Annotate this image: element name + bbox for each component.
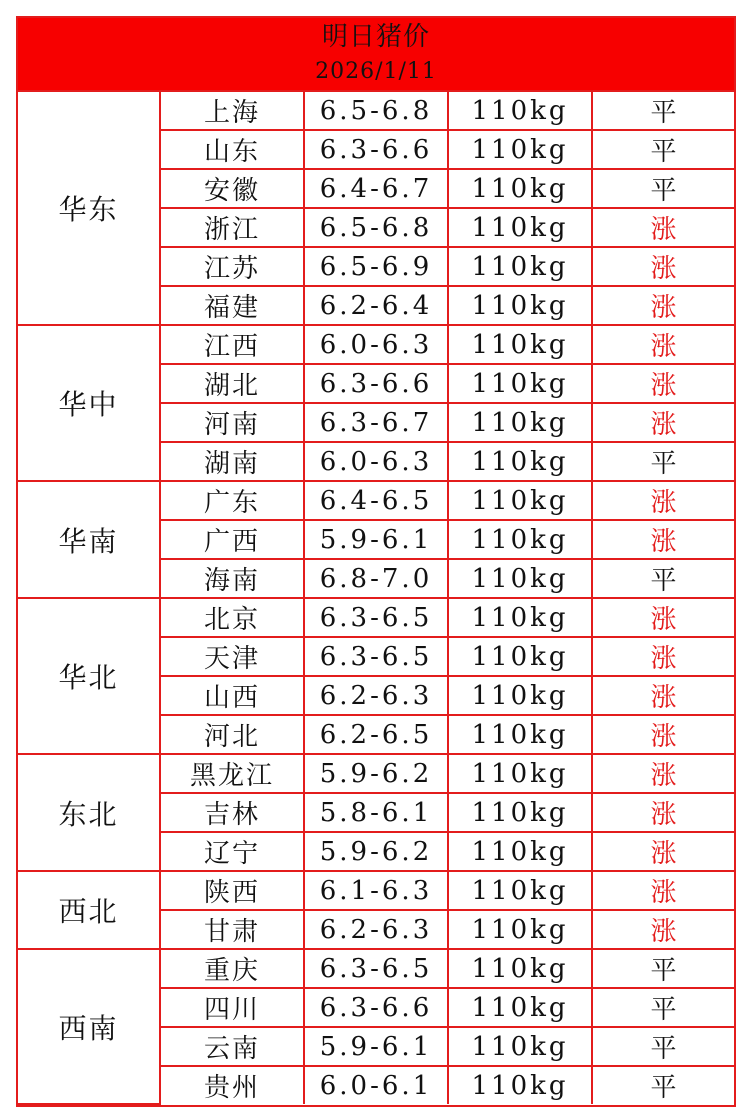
table-row xyxy=(18,754,734,793)
province-cell: 北京 xyxy=(160,598,304,637)
province-cell: 福建 xyxy=(160,286,304,325)
table-row xyxy=(18,325,734,364)
price-cell: 6.2-6.4 xyxy=(304,286,448,325)
region-cell: 华南 xyxy=(18,481,160,598)
province-cell: 河南 xyxy=(160,403,304,442)
trend-cell: 平 xyxy=(592,169,734,208)
trend-cell: 平 xyxy=(592,442,734,481)
province-cell: 海南 xyxy=(160,559,304,598)
province-cell: 陕西 xyxy=(160,871,304,910)
weight-cell: 110kg xyxy=(448,130,592,169)
trend-cell: 涨 xyxy=(592,715,734,754)
price-cell: 6.0-6.3 xyxy=(304,442,448,481)
province-cell: 天津 xyxy=(160,637,304,676)
price-cell: 6.1-6.3 xyxy=(304,871,448,910)
price-sheet xyxy=(16,16,736,1107)
price-table xyxy=(18,92,734,1105)
trend-cell: 涨 xyxy=(592,520,734,559)
weight-cell: 110kg xyxy=(448,559,592,598)
weight-cell: 110kg xyxy=(448,92,592,130)
province-cell: 黑龙江 xyxy=(160,754,304,793)
price-cell: 6.2-6.3 xyxy=(304,676,448,715)
province-cell: 广东 xyxy=(160,481,304,520)
trend-cell: 涨 xyxy=(592,286,734,325)
trend-cell: 涨 xyxy=(592,208,734,247)
trend-cell: 平 xyxy=(592,92,734,130)
trend-cell: 平 xyxy=(592,949,734,988)
trend-cell: 平 xyxy=(592,1027,734,1066)
price-cell: 6.4-6.7 xyxy=(304,169,448,208)
price-cell: 6.5-6.8 xyxy=(304,208,448,247)
weight-cell: 110kg xyxy=(448,442,592,481)
region-cell: 华东 xyxy=(18,92,160,325)
weight-cell: 110kg xyxy=(448,676,592,715)
trend-cell: 平 xyxy=(592,559,734,598)
price-cell: 5.9-6.1 xyxy=(304,1027,448,1066)
province-cell: 上海 xyxy=(160,92,304,130)
table-row xyxy=(18,598,734,637)
region-cell: 东北 xyxy=(18,754,160,871)
price-cell: 6.3-6.6 xyxy=(304,130,448,169)
price-cell: 6.3-6.5 xyxy=(304,598,448,637)
weight-cell: 110kg xyxy=(448,715,592,754)
weight-cell: 110kg xyxy=(448,988,592,1027)
weight-cell: 110kg xyxy=(448,793,592,832)
province-cell: 甘肃 xyxy=(160,910,304,949)
province-cell: 吉林 xyxy=(160,793,304,832)
price-cell: 6.4-6.5 xyxy=(304,481,448,520)
price-cell: 6.0-6.3 xyxy=(304,325,448,364)
weight-cell: 110kg xyxy=(448,1027,592,1066)
province-cell: 江苏 xyxy=(160,247,304,286)
province-cell: 山西 xyxy=(160,676,304,715)
trend-cell: 涨 xyxy=(592,403,734,442)
trend-cell: 涨 xyxy=(592,832,734,871)
province-cell: 广西 xyxy=(160,520,304,559)
weight-cell: 110kg xyxy=(448,208,592,247)
weight-cell: 110kg xyxy=(448,286,592,325)
province-cell: 贵州 xyxy=(160,1066,304,1104)
trend-cell: 涨 xyxy=(592,598,734,637)
price-cell: 6.0-6.1 xyxy=(304,1066,448,1104)
region-cell: 西南 xyxy=(18,949,160,1104)
region-cell: 华中 xyxy=(18,325,160,481)
price-cell: 6.3-6.7 xyxy=(304,403,448,442)
table-row xyxy=(18,481,734,520)
weight-cell: 110kg xyxy=(448,247,592,286)
region-cell: 华北 xyxy=(18,598,160,754)
trend-cell: 涨 xyxy=(592,247,734,286)
price-cell: 5.8-6.1 xyxy=(304,793,448,832)
province-cell: 辽宁 xyxy=(160,832,304,871)
table-row xyxy=(18,949,734,988)
weight-cell: 110kg xyxy=(448,169,592,208)
date-label: 2026/1/11 xyxy=(315,59,437,84)
trend-cell: 涨 xyxy=(592,793,734,832)
weight-cell: 110kg xyxy=(448,832,592,871)
price-cell: 6.5-6.9 xyxy=(304,247,448,286)
trend-cell: 涨 xyxy=(592,871,734,910)
weight-cell: 110kg xyxy=(448,754,592,793)
province-cell: 湖南 xyxy=(160,442,304,481)
price-cell: 5.9-6.2 xyxy=(304,832,448,871)
table-body xyxy=(18,92,734,1104)
weight-cell: 110kg xyxy=(448,481,592,520)
province-cell: 四川 xyxy=(160,988,304,1027)
province-cell: 江西 xyxy=(160,325,304,364)
weight-cell: 110kg xyxy=(448,910,592,949)
trend-cell: 涨 xyxy=(592,481,734,520)
weight-cell: 110kg xyxy=(448,637,592,676)
region-cell: 西北 xyxy=(18,871,160,949)
weight-cell: 110kg xyxy=(448,325,592,364)
trend-cell: 涨 xyxy=(592,325,734,364)
price-cell: 5.9-6.1 xyxy=(304,520,448,559)
province-cell: 云南 xyxy=(160,1027,304,1066)
trend-cell: 平 xyxy=(592,1066,734,1104)
trend-cell: 涨 xyxy=(592,754,734,793)
table-row xyxy=(18,92,734,130)
weight-cell: 110kg xyxy=(448,598,592,637)
price-cell: 5.9-6.2 xyxy=(304,754,448,793)
weight-cell: 110kg xyxy=(448,364,592,403)
trend-cell: 涨 xyxy=(592,676,734,715)
trend-cell: 平 xyxy=(592,130,734,169)
trend-cell: 涨 xyxy=(592,910,734,949)
province-cell: 河北 xyxy=(160,715,304,754)
province-cell: 浙江 xyxy=(160,208,304,247)
price-cell: 6.2-6.5 xyxy=(304,715,448,754)
header-banner xyxy=(18,18,734,92)
weight-cell: 110kg xyxy=(448,403,592,442)
price-cell: 6.3-6.6 xyxy=(304,988,448,1027)
weight-cell: 110kg xyxy=(448,520,592,559)
page-title: 明日猪价 xyxy=(321,22,430,52)
province-cell: 重庆 xyxy=(160,949,304,988)
trend-cell: 涨 xyxy=(592,364,734,403)
trend-cell: 平 xyxy=(592,988,734,1027)
price-cell: 6.8-7.0 xyxy=(304,559,448,598)
price-cell: 6.3-6.5 xyxy=(304,949,448,988)
table-row xyxy=(18,871,734,910)
trend-cell: 涨 xyxy=(592,637,734,676)
province-cell: 山东 xyxy=(160,130,304,169)
price-cell: 6.5-6.8 xyxy=(304,92,448,130)
weight-cell: 110kg xyxy=(448,1066,592,1104)
price-cell: 6.3-6.5 xyxy=(304,637,448,676)
weight-cell: 110kg xyxy=(448,949,592,988)
price-cell: 6.3-6.6 xyxy=(304,364,448,403)
price-cell: 6.2-6.3 xyxy=(304,910,448,949)
province-cell: 安徽 xyxy=(160,169,304,208)
province-cell: 湖北 xyxy=(160,364,304,403)
weight-cell: 110kg xyxy=(448,871,592,910)
